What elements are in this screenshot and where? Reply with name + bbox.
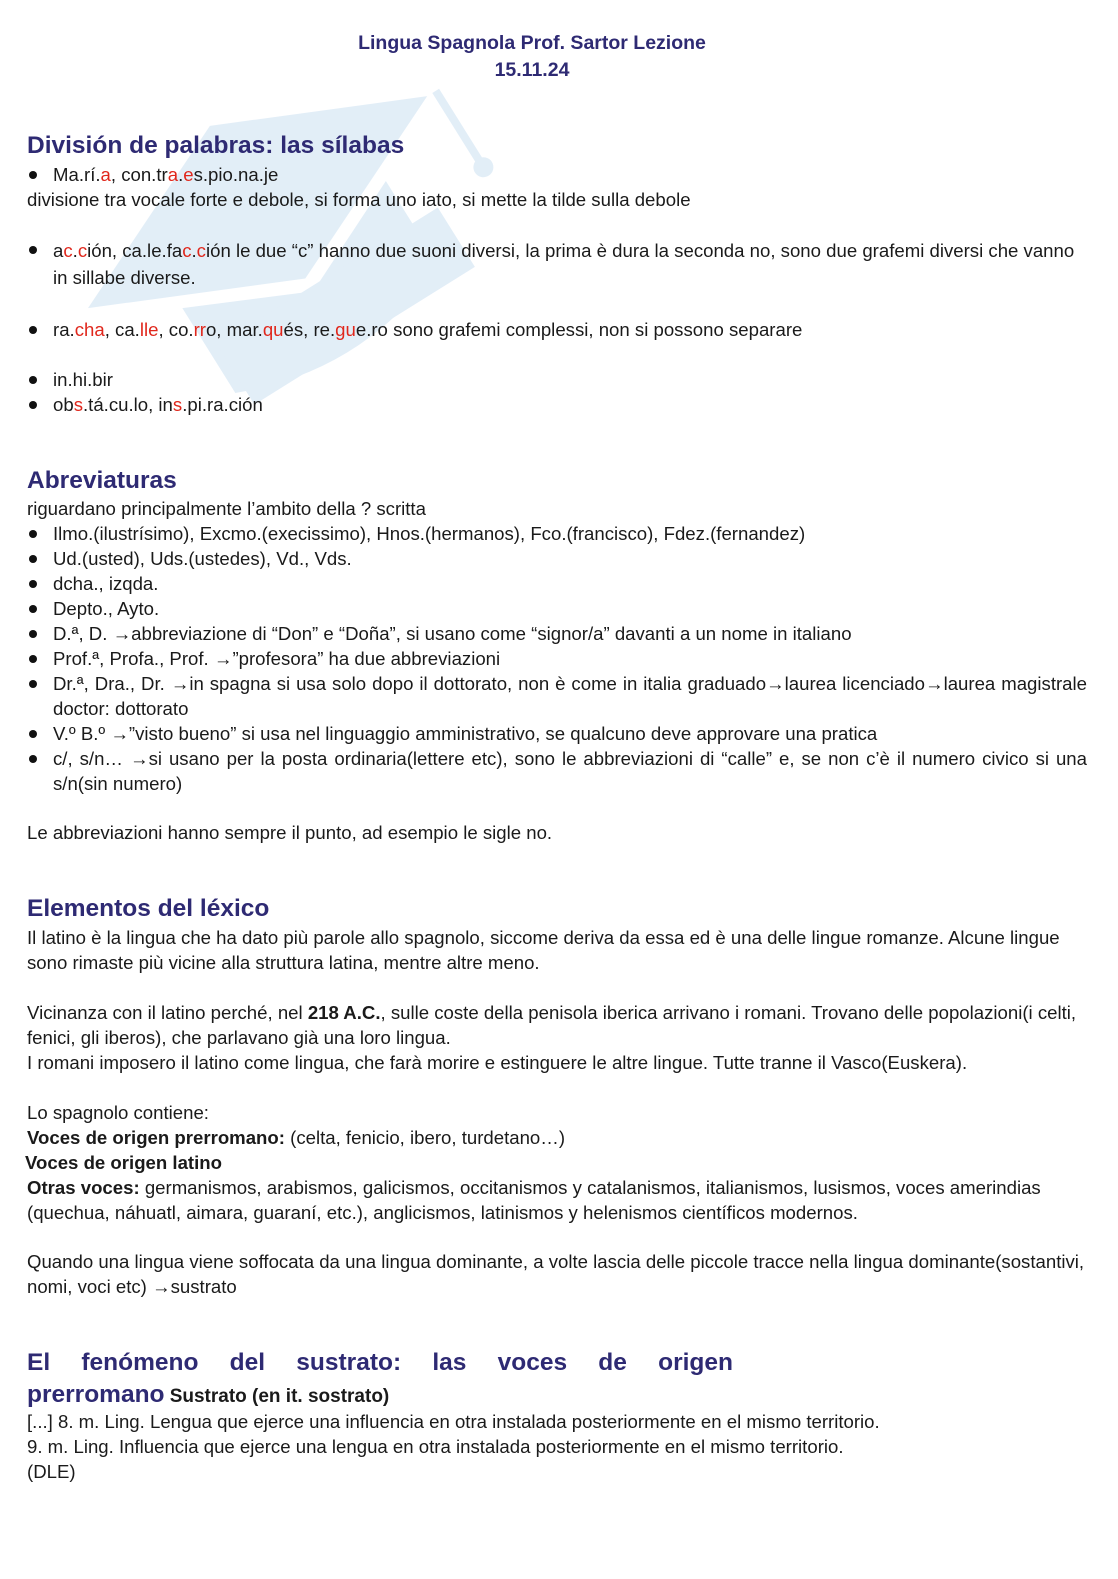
silabas-note: divisione tra vocale forte e debole, si forma uno iato, si mette la tilde sulla debole: [27, 189, 691, 210]
list-item: dcha., izqda.: [27, 571, 1087, 596]
lexico-paragraph-3: I romani imposero il latino come lingua, che farà morire e estinguere le altre lingue. Tutte tranne il Vasco(Euskera).: [27, 1052, 968, 1073]
list-item: obs.tá.cu.lo, ins.pi.ra.ción: [27, 392, 1087, 417]
silabas-list-2: [27, 237, 1087, 291]
sustrato-subheading: Sustrato (en it. sostrato): [169, 1386, 390, 1407]
list-item: Ilmo.(ilustrísimo), Excmo.(execissimo), Hnos.(hermanos), Fco.(francisco), Fdez.(fernandez): [27, 521, 1087, 546]
title-date: 15.11.24: [494, 59, 570, 81]
abrev-intro: riguardano principalmente l’ambito della ? scritta: [27, 498, 426, 519]
abrev-closing: Le abbreviazioni hanno sempre il punto, ad esempio le sigle no.: [27, 822, 553, 843]
list-item: Dr.ª, Dra., Dr. →in spagna si usa solo dopo il dottorato, non è come in italia graduado→laurea licenciado→laurea magistrale doctor: dottorato: [27, 671, 1087, 721]
heading-abreviaturas: Abreviaturas: [27, 467, 177, 494]
list-item: c/, s/n… →si usano per la posta ordinaria(lettere etc), sono le abbreviazioni di “calle” e, se non c’è il numero civico si una s/n(sin numero): [27, 746, 1087, 796]
list-item: in.hi.bir: [27, 367, 1087, 392]
heading-sustrato: El fenómeno del sustrato: las voces de origen: [27, 1349, 733, 1376]
sustrato-def-8: [...] 8. m. Ling. Lengua que ejerce una influencia en otra instalada posteriormente en el mismo territorio.: [27, 1411, 880, 1432]
sustrato-def-9: 9. m. Ling. Influencia que ejerce una lengua en otra instalada posteriormente en el mismo territorio.: [27, 1436, 844, 1457]
list-item: ra.cha, ca.lle, co.rro, mar.qués, re.gue.ro sono grafemi complessi, non si possono separare: [27, 317, 1087, 342]
otras-voces: Otras voces: germanismos, arabismos, galicismos, occitanismos y catalanismos, italianismos, lusismos, voces amerindias (quechua, náhuatl, aimara, guaraní, etc.), anglicismos, latinismos y helenismos científicos modernos.: [27, 1177, 1041, 1223]
list-item: Depto., Ayto.: [27, 596, 1087, 621]
heading-lexico: Elementos del léxico: [27, 895, 270, 922]
lexico-paragraph-4: Lo spagnolo contiene:: [27, 1102, 209, 1123]
list-item: Prof.ª, Profa., Prof. →”profesora” ha due abbreviazioni: [27, 646, 1087, 671]
silabas-list-3: [27, 317, 1087, 342]
document-title: [0, 30, 1091, 84]
list-item: D.ª, D. →abbreviazione di “Don” e “Doña”, si usano come “signor/a” davanti a un nome in italiano: [27, 621, 1087, 646]
voces-prerromano: Voces de origen prerromano: (celta, fenicio, ibero, turdetano…): [27, 1127, 566, 1148]
lexico-paragraph-1: Il latino è la lingua che ha dato più parole allo spagnolo, siccome deriva da essa ed è una delle lingue romanze. Alcune lingue sono rimaste più vicine alla struttura latina, mentre altre meno.: [27, 927, 1060, 973]
silabas-list-1: [27, 162, 1087, 187]
list-item: V.º B.º →”visto bueno” si usa nel linguaggio amministrativo, se qualcuno deve approvare una pratica: [27, 721, 1087, 746]
abrev-list: [27, 521, 1087, 796]
voces-latino: Voces de origen latino: [25, 1152, 222, 1173]
lexico-paragraph-5: Quando una lingua viene soffocata da una lingua dominante, a volte lascia delle piccole tracce nella lingua dominante(sostantivi, nomi, voci etc) →sustrato: [27, 1251, 1085, 1297]
heading-silabas: División de palabras: las sílabas: [27, 132, 405, 159]
list-item: ac.ción, ca.le.fac.ción le due “c” hanno due suoni diversi, la prima è dura la seconda no, sono due grafemi diversi che vanno in sillabe diverse.: [27, 237, 1087, 291]
title-line-1: Lingua Spagnola Prof. Sartor Lezione: [358, 32, 706, 54]
sustrato-source: (DLE): [27, 1461, 76, 1482]
list-item: Ma.rí.a, con.tra.es.pio.na.je: [27, 162, 1087, 187]
lexico-paragraph-2: Vicinanza con il latino perché, nel 218 A.C., sulle coste della penisola iberica arrivano i romani. Trovano delle popolazioni(i celti, fenici, gli iberos), che parlavano già una loro lingua.: [27, 1002, 1077, 1048]
list-item: Ud.(usted), Uds.(ustedes), Vd., Vds.: [27, 546, 1087, 571]
silabas-list-4: [27, 367, 1087, 417]
heading-sustrato-line-2: prerromano Sustrato (en it. sostrato): [27, 1381, 390, 1408]
